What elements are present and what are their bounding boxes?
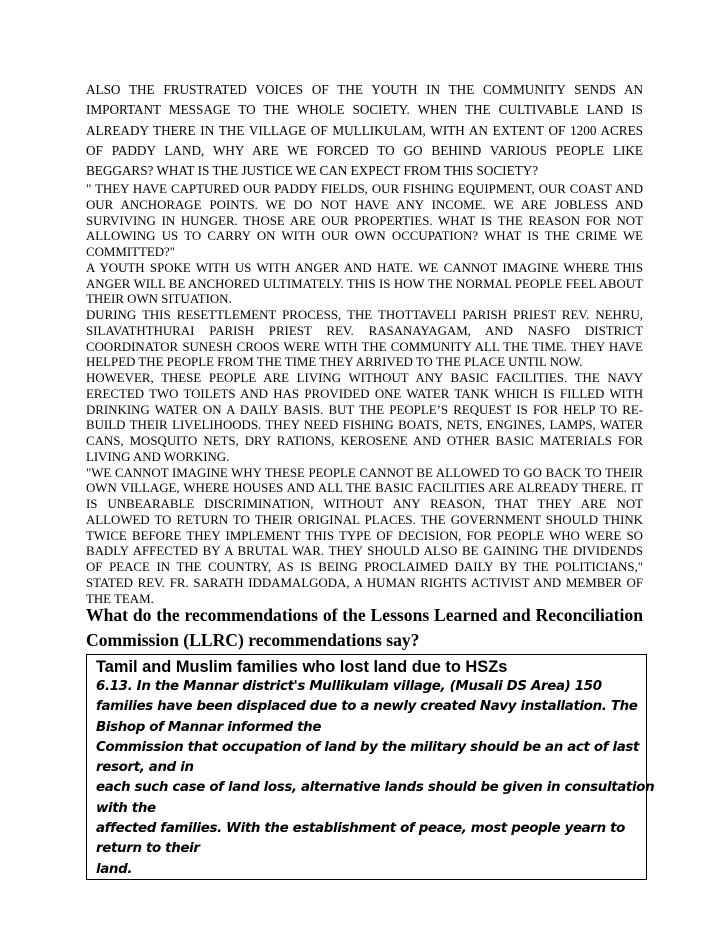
excerpt-line: 6.13. In the Mannar district's Mullikulam village, (Musali DS Area) 150	[96, 679, 602, 694]
llrc-excerpt-title: Tamil and Muslim families who lost land due to HSZs	[96, 658, 508, 676]
excerpt-line: land.	[96, 861, 133, 877]
youth-anger-paragraph: A YOUTH SPOKE WITH US WITH ANGER AND HATE. WE CANNOT IMAGINE WHERE THIS ANGER WILL BE ANCHORED ULTIMATELY. THIS IS HOW THE NORMAL PEOPLE FEEL ABOUT THEIR OWN SITUATION.	[86, 260, 643, 307]
excerpt-line: affected families. With the establishment of peace, most people yearn to	[96, 821, 626, 837]
activist-statement-paragraph: "WE CANNOT IMAGINE WHY THESE PEOPLE CANNOT BE ALLOWED TO GO BACK TO THEIR OWN VILLAGE, WHERE HOUSES AND ALL THE BASIC FACILITIES ARE ALREADY THERE. IT IS UNBEARABLE DISCRIMINATION, WITHOUT ANY REASON, THAT THEY ARE NOT ALLOWED TO RETURN TO THEIR ORIGINAL PLACES. THE GOVERNMENT SHOULD THINK TWICE BEFORE THEY IMPLEMENT THIS TYPE OF DECISION, FOR PEOPLE WHO WERE SO BADLY AFFECTED BY A BRUTAL WAR. THEY SHOULD ALSO BE GAINING THE DIVIDENDS OF PEACE IN THE COUNTRY, AS IS BEING PROCLAIMED DAILY BY THE POLITICIANS," STATED REV. FR. SARATH IDDAMALGODA, A HUMAN RIGHTS ACTIVIST AND MEMBER OF THE TEAM.	[86, 465, 643, 606]
youth-voices-paragraph: ALSO THE FRUSTRATED VOICES OF THE YOUTH IN THE COMMUNITY SENDS AN IMPORTANT MESSAGE TO THE WHOLE SOCIETY. WHEN THE CULTIVABLE LAND IS ALREADY THERE IN THE VILLAGE OF MULLIKULAM, WITH AN EXTENT OF 1200 ACRES OF PADDY LAND, WHY ARE WE FORCED TO GO BEHIND VARIOUS PEOPLE LIKE BEGGARS? WHAT IS THE JUSTICE WE CAN EXPECT FROM THIS SOCIETY?	[86, 82, 643, 179]
excerpt-line: Commission that occupation of land by the military should be an act of last	[96, 739, 640, 755]
excerpt-line: with the	[96, 800, 156, 816]
resettlement-paragraph: DURING THIS RESETTLEMENT PROCESS, THE THOTTAVELI PARISH PRIEST REV. NEHRU, SILAVATHTHURAI PARISH PRIEST REV. RASANAYAGAM, AND NASFO DISTRICT COORDINATOR SUNESH CROOS WERE WITH THE COMMUNITY ALL THE TIME. THEY HAVE HELPED THE PEOPLE FROM THE TIME THEY ARRIVED TO THE PLACE UNTIL NOW.	[86, 308, 643, 370]
excerpt-line: families have been displaced due to a newly created Navy installation. The	[96, 699, 638, 715]
excerpt-line: resort, and in	[96, 760, 194, 776]
excerpt-line: return to their	[96, 841, 200, 857]
basic-facilities-paragraph: HOWEVER, THESE PEOPLE ARE LIVING WITHOUT ANY BASIC FACILITIES. THE NAVY ERECTED TWO TOILETS AND HAS PROVIDED ONE WATER TANK WHICH IS FILLED WITH DRINKING WATER ON A DAILY BASIS. BUT THE PEOPLE’S REQUEST IS FOR HELP TO RE-BUILD THEIR LIVELIHOODS. THEY NEED FISHING BOATS, NETS, ENGINES, LAMPS, WATER CANS, MOSQUITO NETS, DRY RATIONS, KEROSENE AND OTHER BASIC MATERIALS FOR LIVING AND WORKING.	[86, 371, 643, 464]
youth-quote-paragraph: " THEY HAVE CAPTURED OUR PADDY FIELDS, OUR FISHING EQUIPMENT, OUR COAST AND OUR ANCHORAGE POINTS. WE DO NOT HAVE ANY INCOME. WE ARE JOBLESS AND SURVIVING IN HUNGER. THOSE ARE OUR PROPERTIES. WHAT IS THE REASON FOR NOT ALLOWING US TO CARRY ON WITH OUR OWN OCCUPATION? WHAT IS THE CRIME WE COMMITTED?"	[86, 182, 643, 259]
excerpt-line: Bishop of Mannar informed the	[96, 719, 322, 735]
llrc-section-heading: What do the recommendations of the Lessons Learned and Reconciliation Commission (LLRC) recommendations say?	[86, 605, 643, 650]
llrc-excerpt-box	[86, 654, 655, 880]
llrc-excerpt-text	[96, 677, 655, 880]
report-body	[86, 182, 643, 607]
excerpt-line: each such case of land loss, alternative lands should be given in consultation	[96, 780, 655, 796]
